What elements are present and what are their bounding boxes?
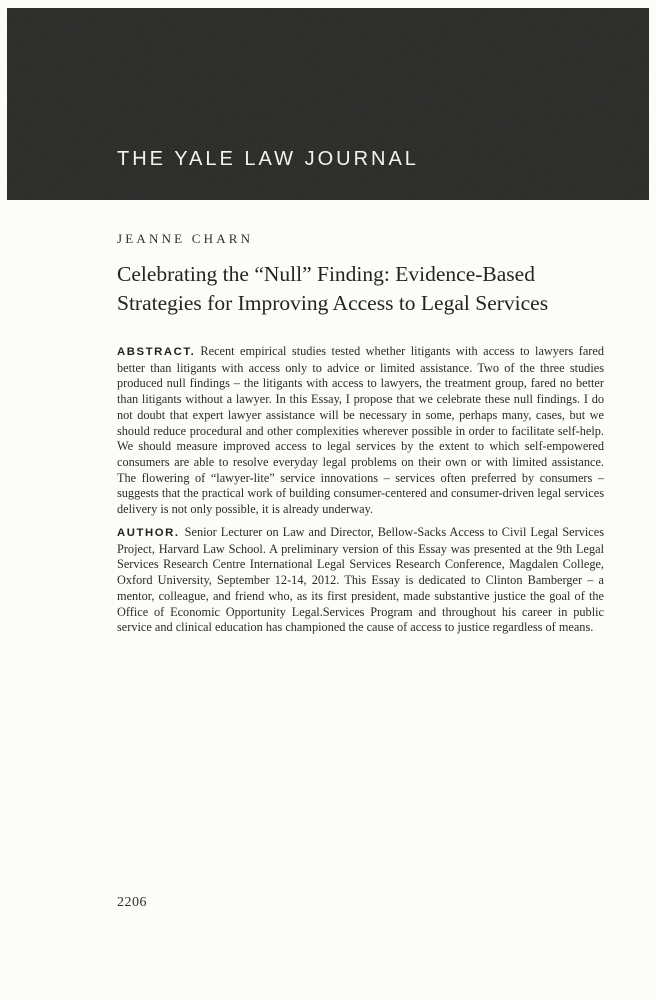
author-note-paragraph (117, 525, 604, 636)
masthead-banner (7, 8, 649, 200)
article-title-line2: Strategies for Improving Access to Legal Services (117, 291, 549, 315)
page-number: 2206 (117, 895, 147, 910)
abstract-text: Recent empirical studies tested whether litigants with access to lawyers fared better than litigants with access only to advice or limited assistance. Two of the three studies produced null findings – the litigants with access to lawyers, the treatment group, fared no better than litigants without a lawyer. In this Essay, I propose that we celebrate these null findings. I do not doubt that expert lawyer assistance will be necessary in some, perhaps many, cases, but we should reduce procedural and other complexities wherever possible in order to facilitate self-help. We should measure improved access to legal services by the extent to which self-empowered consumers are able to resolve everyday legal problems on their own or with limited assistance. The flowering of “lawyer-lite” service innovations – services often preferred by consumers – suggests that the practical work of building consumer-centered and consumer-driven legal services delivery is not only possible, it is already underway. (117, 344, 604, 517)
author-note-text: Senior Lecturer on Law and Director, Bellow-Sacks Access to Civil Legal Services Project, Harvard Law School. A preliminary version of this Essay was presented at the 9th Legal Services Research Centre International Legal Services Research Conference, Magdalen College, Oxford University, September 12-14, 2012. This Essay is dedicated to Clinton Bamberger – a mentor, colleague, and friend who, as its first president, made substantive justice the goal of the Office of Economic Opportunity Legal.Services Program and throughout his career in public service and clinical education has championed the cause of access to justice regardless of means. (117, 525, 604, 635)
article-title-line1: Celebrating the “Null” Finding: Evidence-Based (117, 262, 535, 286)
author-note-label: AUTHOR. (117, 527, 180, 539)
scan-noise-texture (7, 8, 649, 200)
article-title (117, 260, 637, 318)
journal-masthead-title: THE YALE LAW JOURNAL (117, 148, 419, 170)
abstract-label: ABSTRACT. (117, 346, 196, 358)
article-author: JEANNE CHARN (117, 231, 254, 246)
abstract-paragraph (117, 344, 604, 518)
